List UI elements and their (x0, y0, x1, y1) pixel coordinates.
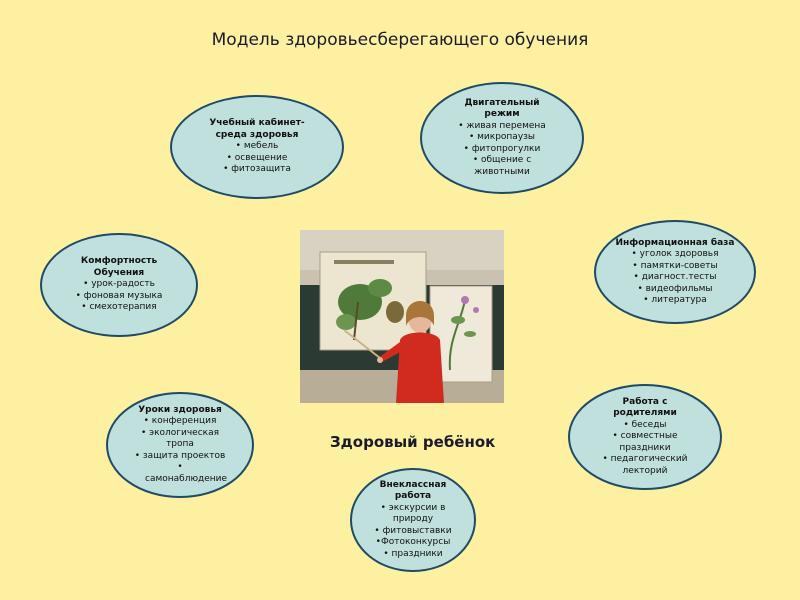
oval-lessons (106, 392, 254, 498)
oval-parents (568, 384, 722, 490)
list-item: • фитопрогулки (457, 144, 547, 156)
list-item: • экологическая тропа (135, 428, 225, 451)
oval-info (594, 220, 756, 324)
list-item: • литература (631, 295, 718, 307)
list-item: • экскурсии в природу (365, 503, 461, 526)
list-item: •Фотоконкурсы (375, 537, 451, 548)
list-item: • праздники (383, 548, 443, 559)
oval-classroom (170, 95, 344, 199)
list-item: • фитовыставки (365, 526, 461, 538)
list-item: • уголок здоровья (631, 249, 718, 261)
oval-lessons-heading: Уроки здоровья (138, 404, 222, 415)
oval-classroom-heading: Учебный кабинет-среда здоровья (209, 118, 305, 140)
list-item: • конференция (135, 416, 226, 428)
list-item: • совместные праздники (600, 431, 690, 454)
oval-comfort-list (76, 279, 163, 314)
classroom-photo (300, 230, 504, 403)
list-item: • памятки-советы (631, 261, 718, 273)
oval-extracurricular-heading: Внеклассная работа (379, 479, 447, 502)
list-item: • живая перемена (457, 121, 547, 133)
list-item: • микропаузы (457, 132, 547, 144)
page-title: Модель здоровьесберегающего обучения (211, 30, 589, 50)
list-item: • фитозащита (223, 164, 291, 176)
list-item: • диагност.тесты (631, 272, 718, 284)
list-item: • защита проектов (135, 451, 226, 463)
center-label: Здоровый ребёнок (330, 433, 496, 451)
oval-motor-list (457, 121, 547, 179)
oval-motor (420, 82, 584, 194)
list-item: • фоновая музыка (76, 291, 163, 303)
list-item: • мебель (223, 141, 291, 153)
list-item: • освещение (223, 153, 291, 165)
oval-classroom-list (223, 141, 291, 176)
list-item: • самонаблюдение (145, 462, 215, 485)
list-item: • урок-радость (76, 279, 163, 291)
list-item: • педагогический лекторий (595, 454, 695, 477)
list-item: • видеофильмы (631, 284, 718, 296)
oval-motor-heading: Двигательный режим (464, 97, 540, 120)
oval-parents-heading: Работа с родителями (613, 396, 677, 419)
oval-extracurricular-list (365, 503, 461, 538)
oval-comfort (40, 233, 198, 337)
list-item: • общение с животными (457, 155, 547, 178)
oval-info-list (631, 249, 718, 307)
oval-lessons-list (135, 416, 226, 485)
list-item: • смехотерапия (76, 302, 163, 314)
oval-extracurricular (350, 468, 476, 572)
oval-comfort-heading: Комфортность Обучения (80, 256, 158, 278)
oval-parents-list (595, 420, 695, 478)
oval-info-heading: Информационная база (615, 237, 735, 248)
list-item: • беседы (595, 420, 695, 432)
